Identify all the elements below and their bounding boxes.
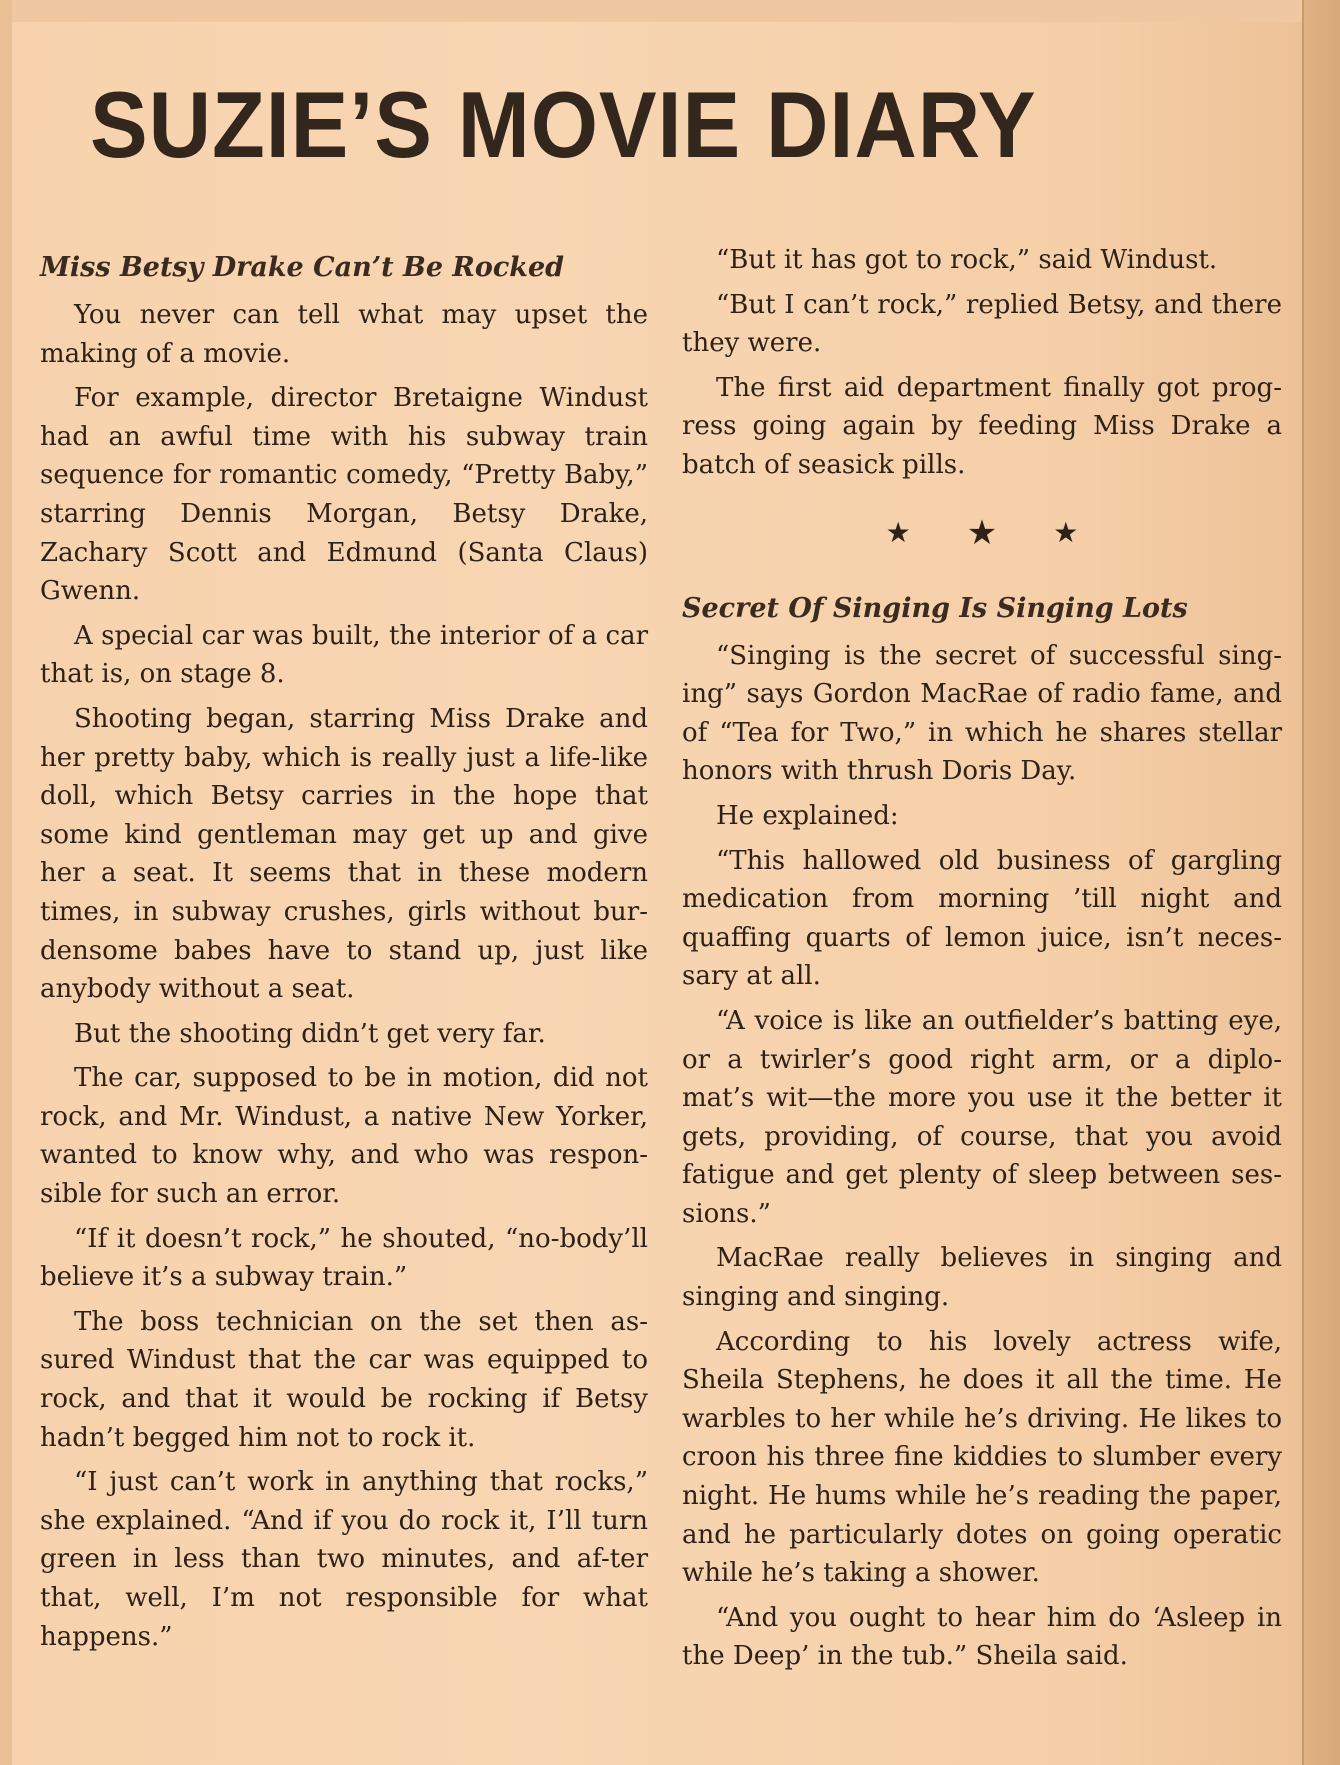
left-column (40, 248, 648, 1662)
star-icon: ★ (966, 512, 998, 553)
star-icon: ★ (885, 515, 911, 549)
paragraph: “If it doesn’t rock,” he shouted, “no-body’ll believe it’s a subway train.” (40, 1223, 648, 1293)
paragraph: You never can tell what may upset the making of a movie. (40, 300, 648, 369)
paragraph: But the shooting didn’t get very far. (74, 1018, 546, 1049)
paragraph: “A voice is like an outfielder’s batting eye, or a twirler’s good right arm, or a diplo-mat’s wit—the more you use it the better it gets, providing, of course, that you avoid fatigue and get plenty of sleep between ses-sions.” (682, 1005, 1282, 1229)
star-icon: ★ (1053, 515, 1079, 549)
paragraph: According to his lovely actress wife, Sheila Stephens, he does it all the time. He warbles to her while he’s driving. He likes to croon his three fine kiddies to slumber every night. He hums while he’s reading the paper, and he particularly dotes on going operatic while he’s taking a shower. (682, 1326, 1282, 1589)
paragraph: The boss technician on the set then as-sured Windust that the car was equipped to rock, and that it would be rocking if Betsy hadn’t begged him not to rock it. (40, 1306, 648, 1453)
page-right-edge (1302, 0, 1340, 1765)
page-title: SUZIE’S MOVIE DIARY (90, 72, 1037, 177)
page-left-edge (0, 0, 12, 1765)
paragraph: “But it has got to rock,” said Windust. (716, 245, 1218, 275)
paragraph: He explained: (716, 800, 899, 831)
paragraph: Shooting began, starring Miss Drake and her pretty baby, which is really just a life-like doll, which Betsy carries in the hope that some kind gentleman may get up and give her a seat. It seems that in these modern times, in subway crushes, girls without bur-densome babes have to stand up, just like anybody without a seat. (40, 703, 648, 1005)
article-heading-betsy-drake: Miss Betsy Drake Can’t Be Rocked (40, 252, 565, 283)
paragraph: The first aid department finally got prog-ress going again by feeding Miss Drake a batch of seasick pills. (682, 372, 1282, 480)
article-heading-singing: Secret Of Singing Is Singing Lots (682, 592, 1188, 624)
page-top-edge (0, 0, 1340, 22)
paragraph: “Singing is the secret of successful sing-ing” says Gordon MacRae of radio fame, and of “Tea for Two,” in which he shares stellar honors with thrush Doris Day. (682, 640, 1282, 787)
paragraph: The car, supposed to be in motion, did not rock, and Mr. Windust, a native New Yorker, wanted to know why, and who was respon-sible for such an error. (40, 1063, 648, 1210)
paragraph: “I just can’t work in anything that rocks,” she explained. “And if you do rock it, I’ll turn green in less than two minutes, and af-ter that, well, I’m not responsible for what happens.” (40, 1467, 648, 1652)
paragraph: MacRae really believes in singing and singing and singing. (682, 1243, 1282, 1313)
right-column (682, 241, 1282, 1682)
section-divider-stars (682, 512, 1282, 553)
paragraph: “This hallowed old business of gargling medication from morning ’till night and quaffing quarts of lemon juice, isn’t neces-sary at all. (682, 845, 1282, 992)
paragraph: A special car was built, the interior of a car that is, on stage 8. (40, 620, 648, 690)
paragraph: For example, director Bretaigne Windust had an awful time with his subway train sequence for romantic comedy, “Pretty Baby,” starring Dennis Morgan, Betsy Drake, Zachary Scott and Edmund (Santa Claus) Gwenn. (40, 383, 648, 607)
paragraph: “And you ought to hear him do ‘Asleep in the Deep’ in the tub.” Sheila said. (682, 1602, 1282, 1672)
paragraph: “But I can’t rock,” replied Betsy, and there they were. (682, 289, 1282, 359)
